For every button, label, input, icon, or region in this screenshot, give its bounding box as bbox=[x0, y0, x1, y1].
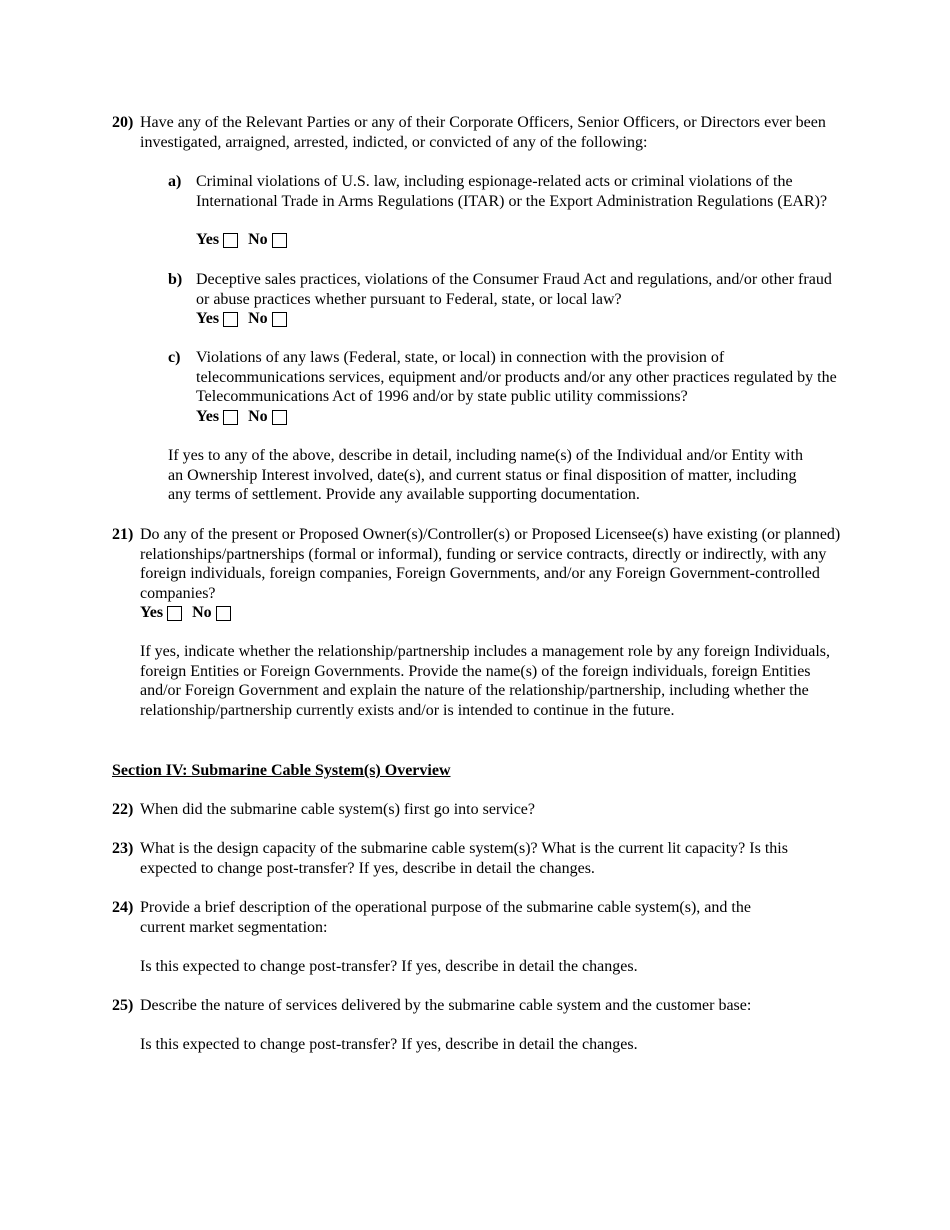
section-4-heading: Section IV: Submarine Cable System(s) Overview bbox=[112, 762, 451, 779]
yes-label: Yes bbox=[196, 231, 220, 249]
question-24-text: Provide a brief description of the operational purpose of the submarine cable system(s), and the current market segmentation: bbox=[140, 899, 751, 936]
question-21-followup: If yes, indicate whether the relationship/partnership includes a management role by any foreign Individuals, foreign Entities or Foreign Governments. Provide the name(s) of the foreign individuals, foreign Entities and/or Foreign Government and explain the nature of the relationship/partnership, including whether the relationship/partnership currently exists and/or is intended to continue in the future. bbox=[140, 643, 830, 719]
question-20a-yes-no bbox=[196, 230, 297, 250]
no-label: No bbox=[248, 231, 268, 249]
question-20b-letter: b) bbox=[168, 271, 183, 288]
question-24-followup: Is this expected to change post-transfer? If yes, describe in detail the changes. bbox=[140, 958, 638, 975]
question-20-followup: If yes to any of the above, describe in detail, including name(s) of the Individual and/or Entity with an Ownership Interest involved, date(s), and current status or final disposition of matter, including any terms of settlement. Provide any available supporting documentation. bbox=[168, 447, 803, 504]
question-23-number: 23) bbox=[112, 840, 134, 857]
question-22-number: 22) bbox=[112, 801, 134, 818]
yes-label: Yes bbox=[140, 604, 164, 622]
question-20a-text: Criminal violations of U.S. law, including espionage-related acts or criminal violations of the International Trade in Arms Regulations (ITAR) or the Export Administration Regulations (EAR)? bbox=[196, 173, 828, 210]
question-20c-letter: c) bbox=[168, 349, 181, 366]
question-20c-no-checkbox[interactable] bbox=[272, 410, 287, 425]
question-25-followup: Is this expected to change post-transfer? If yes, describe in detail the changes. bbox=[140, 1036, 638, 1053]
yes-label: Yes bbox=[196, 310, 220, 328]
question-21-yes-checkbox[interactable] bbox=[167, 606, 182, 621]
question-20c-text: Violations of any laws (Federal, state, or local) in connection with the provision of telecommunications services, equipment and/or products and/or any other practices regulated by the Telecommunications Act of 1996 and/or by state public utility commissions? bbox=[196, 349, 837, 406]
no-label: No bbox=[192, 604, 212, 622]
question-25-number: 25) bbox=[112, 997, 134, 1014]
yes-label: Yes bbox=[196, 408, 220, 426]
question-20a-letter: a) bbox=[168, 173, 182, 190]
question-21-number: 21) bbox=[112, 526, 134, 543]
question-24-number: 24) bbox=[112, 899, 134, 916]
question-20-text: Have any of the Relevant Parties or any of their Corporate Officers, Senior Officers, or Directors ever been investigated, arraigned, arrested, indicted, or convicted of any of the following: bbox=[140, 114, 826, 151]
question-21-yes-no bbox=[140, 603, 241, 623]
question-20b-text: Deceptive sales practices, violations of the Consumer Fraud Act and regulations, and/or other fraud or abuse practices whether pursuant to Federal, state, or local law? bbox=[196, 271, 832, 308]
question-20b-no-checkbox[interactable] bbox=[272, 312, 287, 327]
no-label: No bbox=[248, 310, 268, 328]
question-20-number: 20) bbox=[112, 114, 134, 131]
question-20c-yes-no bbox=[196, 407, 297, 427]
question-20a-yes-checkbox[interactable] bbox=[223, 233, 238, 248]
question-20b-yes-no bbox=[196, 309, 297, 329]
question-25-text: Describe the nature of services delivered by the submarine cable system and the customer base: bbox=[140, 997, 752, 1014]
question-20b-yes-checkbox[interactable] bbox=[223, 312, 238, 327]
question-21-no-checkbox[interactable] bbox=[216, 606, 231, 621]
question-21-text: Do any of the present or Proposed Owner(s)/Controller(s) or Proposed Licensee(s) have existing (or planned) relationships/partnerships (formal or informal), funding or service contracts, directly or indirectly, with any foreign individuals, foreign companies, Foreign Governments, and/or any Foreign Government-controlled companies? bbox=[140, 526, 841, 602]
question-23-text: What is the design capacity of the submarine cable system(s)? What is the current lit capacity? Is this expected to change post-transfer? If yes, describe in detail the changes. bbox=[140, 840, 788, 877]
question-20c-yes-checkbox[interactable] bbox=[223, 410, 238, 425]
question-22-text: When did the submarine cable system(s) first go into service? bbox=[140, 801, 535, 818]
no-label: No bbox=[248, 408, 268, 426]
question-20a-no-checkbox[interactable] bbox=[272, 233, 287, 248]
